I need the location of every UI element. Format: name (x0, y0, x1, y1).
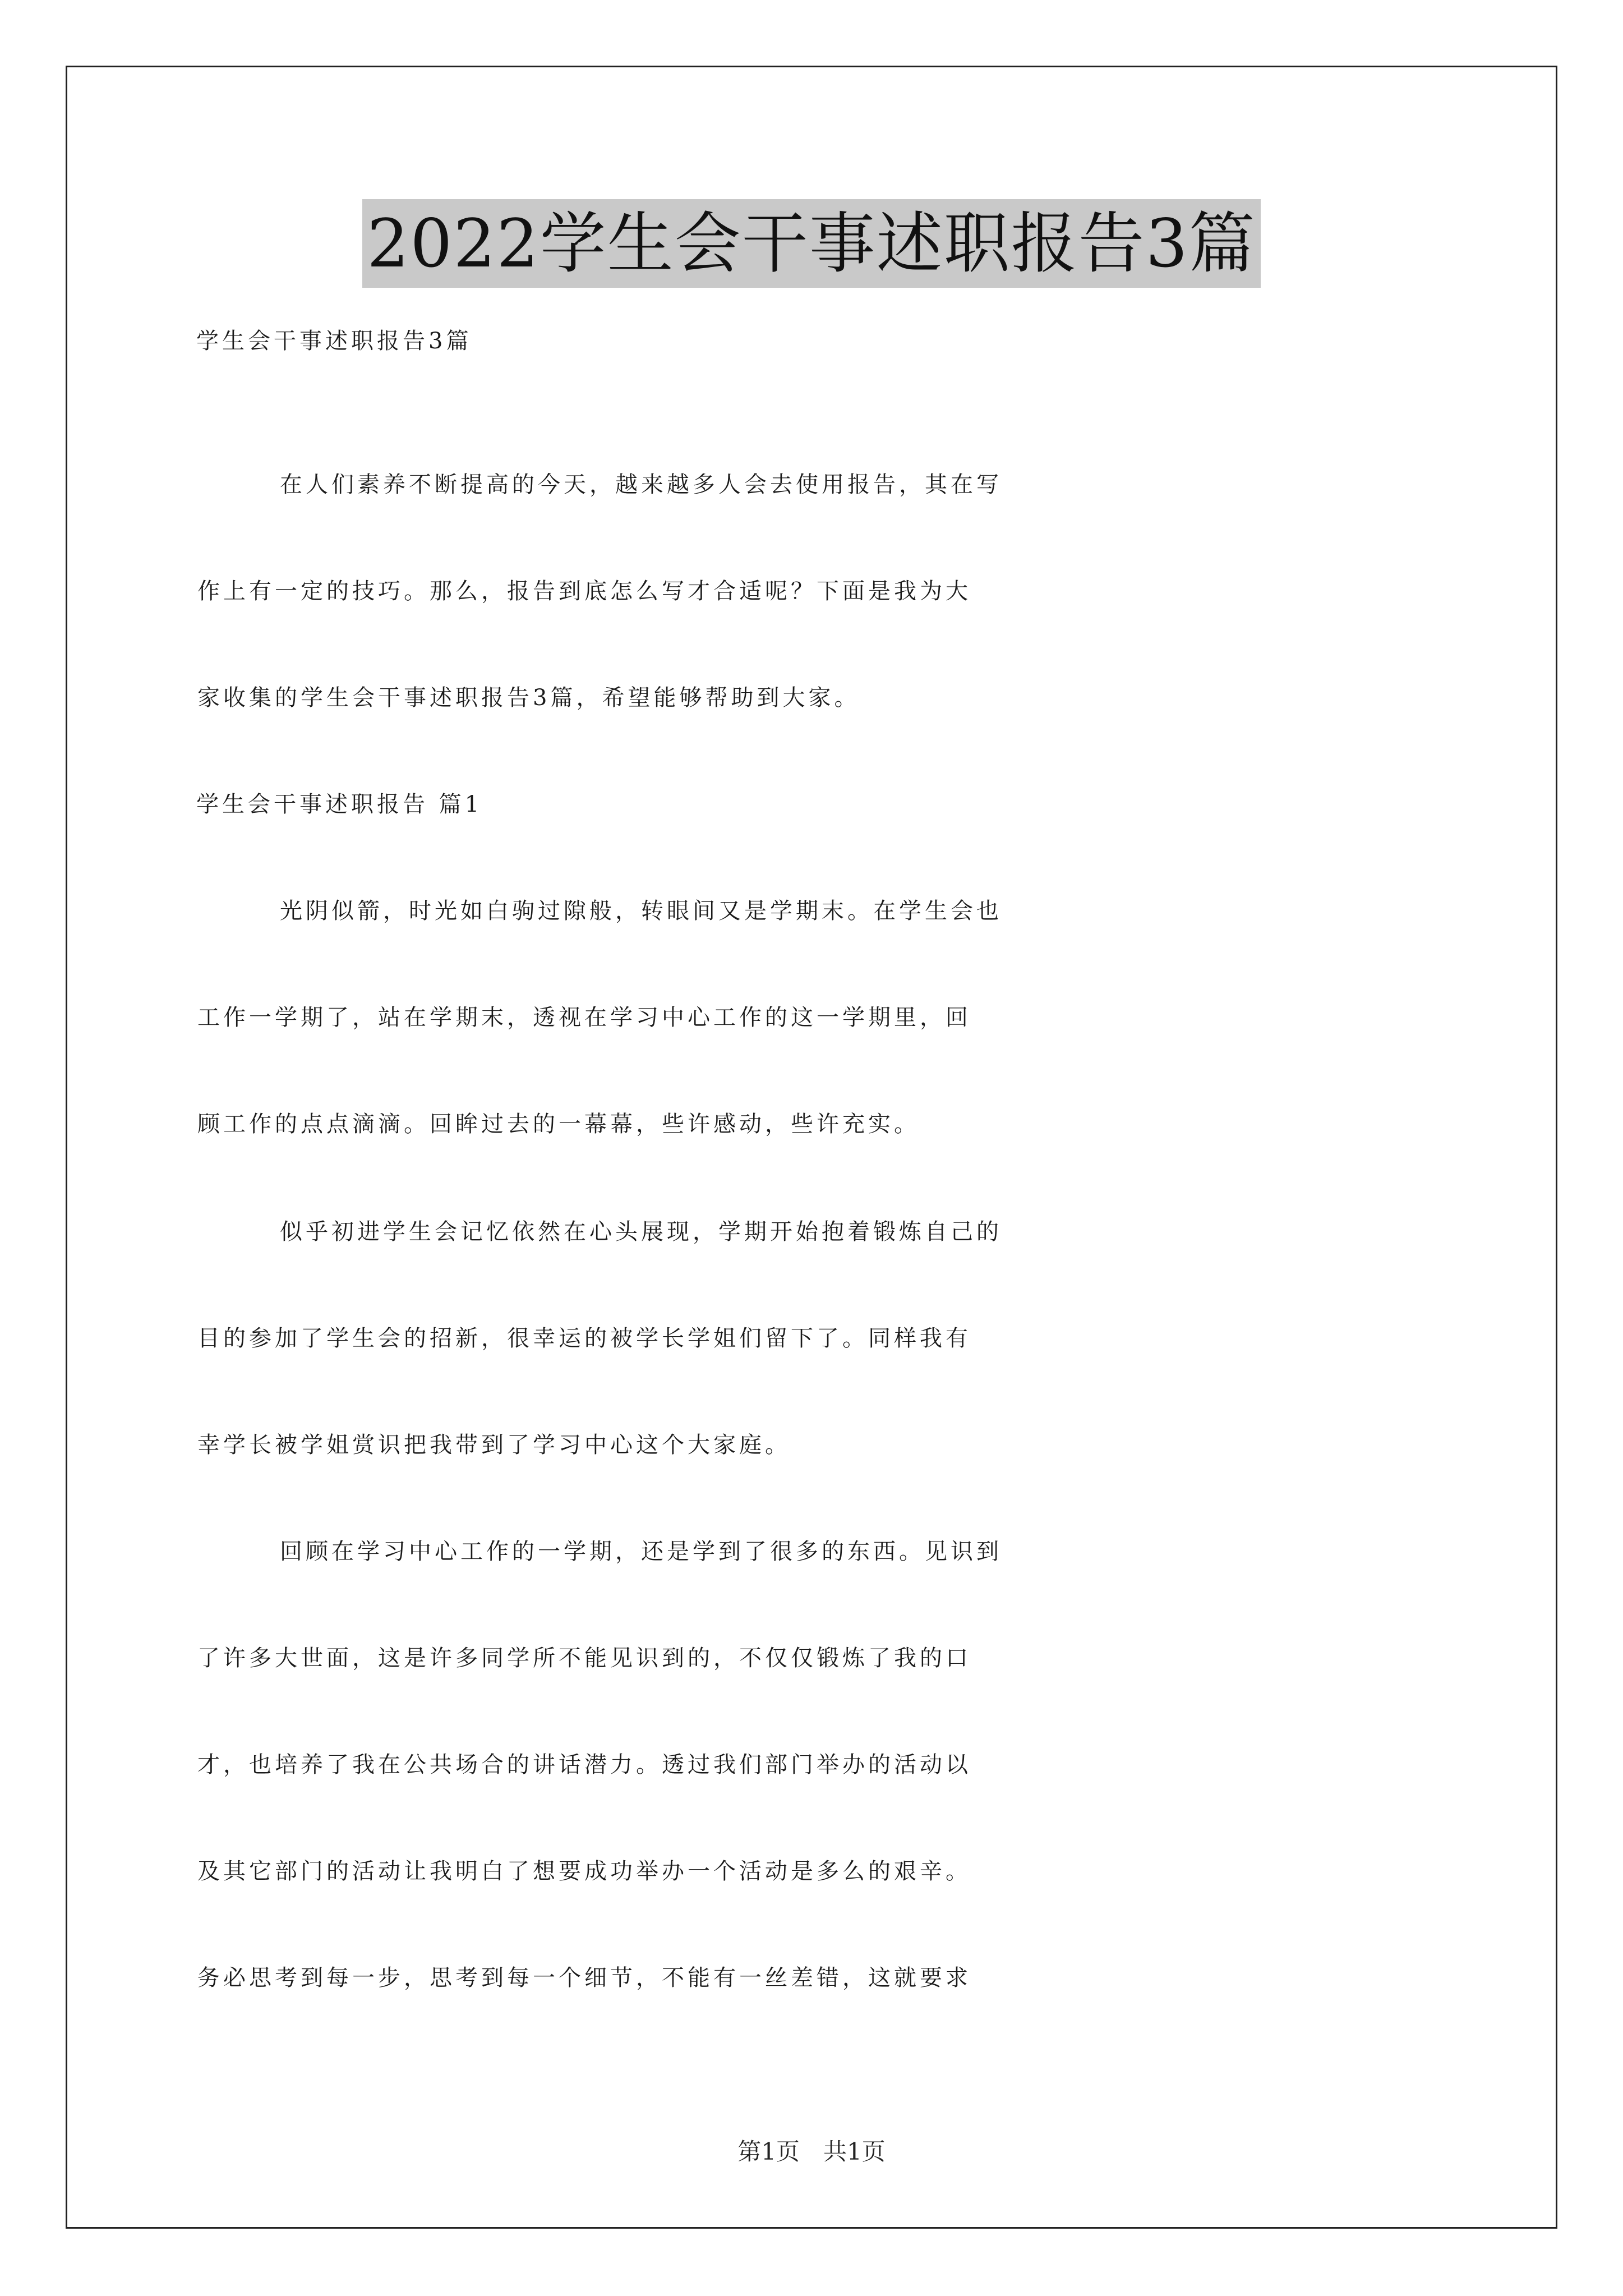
subtitle-line: 学生会干事述职报告3篇 (196, 328, 472, 354)
intro-paragraph-line-3: 家收集的学生会干事述职报告3篇，希望能够帮助到大家。 (197, 685, 860, 711)
paragraph-line: 光阴似箭，时光如白驹过隙般，转眼间又是学期末。在学生会也 (280, 898, 1002, 924)
paragraph-line: 了许多大世面，这是许多同学所不能见识到的，不仅仅锻炼了我的口 (197, 1645, 971, 1671)
paragraph-line: 幸学长被学姐赏识把我带到了学习中心这个大家庭。 (197, 1432, 791, 1458)
section-heading: 学生会干事述职报告 篇1 (196, 792, 483, 817)
page-number-footer: 第1页 共1页 (737, 2138, 886, 2165)
paragraph-line: 顾工作的点点滴滴。回眸过去的一幕幕，些许感动，些许充实。 (197, 1111, 920, 1137)
paragraph-line: 务必思考到每一步，思考到每一个细节，不能有一丝差错，这就要求 (197, 1965, 971, 1991)
paragraph-line: 工作一学期了，站在学期末，透视在学习中心工作的这一学期里，回 (197, 1005, 971, 1030)
paragraph-line: 才，也培养了我在公共场合的讲话潜力。透过我们部门举办的活动以 (197, 1752, 971, 1778)
document-title: 2022学生会干事述职报告3篇 (362, 199, 1260, 288)
paragraph-line: 回顾在学习中心工作的一学期，还是学到了很多的东西。见识到 (280, 1539, 1002, 1565)
paragraph-line: 似乎初进学生会记忆依然在心头展现，学期开始抱着锻炼自己的 (280, 1219, 1002, 1245)
title-block (0, 199, 1623, 288)
paragraph-line: 及其它部门的活动让我明白了想要成功举办一个活动是多么的艰辛。 (197, 1858, 971, 1884)
intro-paragraph-line-2: 作上有一定的技巧。那么，报告到底怎么写才合适呢？下面是我为大 (197, 578, 971, 604)
paragraph-line: 目的参加了学生会的招新，很幸运的被学长学姐们留下了。同样我有 (197, 1326, 971, 1351)
intro-paragraph-line-1: 在人们素养不断提高的今天，越来越多人会去使用报告，其在写 (280, 472, 1002, 498)
